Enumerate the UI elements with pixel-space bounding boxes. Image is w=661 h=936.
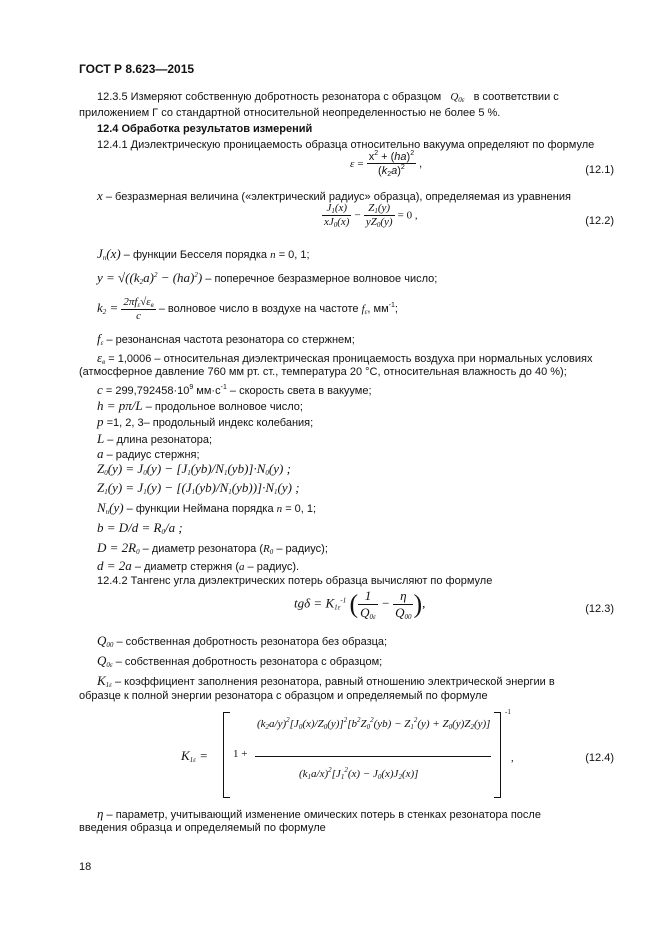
section-title-12-4: 12.4 Обработка результатов измерений	[97, 123, 313, 135]
equation-12-2: $\frac{J_1(x)}{xJ_0(x)}$ − $\frac{Z_1(y)}{yZ_0(y)}$ = 0 ,	[324, 202, 418, 229]
para-1235-line2: приложением Г со стандартной относительной неопределенностью не более 5 %.	[79, 107, 501, 119]
def-y: $y = √((k_2a)^2 - (ha)^2)$ – поперечное безразмерное волновое число;	[97, 270, 438, 286]
def-epsv-line2: (атмосферное давление 760 мм рт. ст., температура 20 °С, относительная влажность до 40 %);	[79, 366, 567, 378]
def-L: L – длина резонатора;	[97, 431, 213, 446]
symbol-q0e: $Q_{0\varepsilon}$	[450, 91, 465, 104]
def-p: p =1, 2, 3– продольный индекс колебания;	[97, 414, 314, 429]
def-z1: $Z_1(y) = J_1(y) - [(J_1(yb)/N_1(yb))]\cdot N_1(y)$ ;	[97, 480, 300, 496]
eq-number-12-2: (12.2)	[585, 215, 614, 227]
def-b: $b = D/d = R_0/a$ ;	[97, 520, 183, 536]
eq-number-12-1: (12.1)	[585, 164, 614, 176]
def-q00: $Q_{00}$ – собственная добротность резонатора без образца;	[97, 633, 388, 649]
def-h: h = pπ/L – продольное волновое число;	[97, 398, 303, 413]
equation-12-4: $K_{1\varepsilon}$ = -1 1 + $(k_2a/y)^2[J_0(x)/Z_0(y)]^2[b^2Z_0^2(yb) - Z_1^2(y) + Z_0(y)Z_2(y)]$ $(k_1a/x)^2[J_1^2(x) - J_0(x)J_2(x)]$ ,	[181, 712, 541, 798]
standard-header: ГОСТ Р 8.623—2015	[79, 62, 195, 76]
def-c: $c = 299,792458\cdot 10^9$ $мм\cdot с^{-1}$ – скорость света в вакууме;	[97, 382, 372, 397]
def-k1e: $K_{1\varepsilon}$ – коэффициент заполнения резонатора, равный отношению электрической энергии в	[97, 673, 555, 689]
def-jn: $J_n(x)$ – функции Бесселя порядка n = 0, 1;	[97, 246, 310, 262]
def-fe: $f_\varepsilon$ – резонансная частота резонатора со стержнем;	[97, 331, 355, 347]
def-z0: $Z_0(y) = J_0(y) - [J_1(yb)/N_1(yb)]\cdot N_0(y)$ ;	[97, 461, 291, 477]
def-d: d = 2a – диаметр стержня (a – радиус).	[97, 558, 300, 573]
def-q0e: $Q_{0\varepsilon}$ – собственная добротность резонатора с образцом;	[97, 653, 383, 669]
page-number: 18	[79, 861, 92, 873]
def-k2: $k_2$ = $\frac{2\pi f_\varepsilon√\varepsilon_в}{c}$ – волновое число в воздухе на частоте $f_\varepsilon$, $мм^{-1}$;	[97, 296, 398, 322]
def-epsv: $\varepsilon_в = 1,0006$ – относительная диэлектрическая проницаемость воздуха при нормальных условиях	[97, 350, 593, 366]
def-a: a – радиус стержня;	[97, 446, 200, 461]
para-1241: 12.4.1 Диэлектрическую проницаемость образца относительно вакуума определяют по формуле	[97, 139, 595, 151]
para-1235-line1: 12.3.5 Измеряют собственную добротность резонатора с образцом $Q_{0\varepsilon}$ в соответствии с	[97, 91, 559, 104]
equation-12-3: $tg\delta = K_{1\varepsilon}^{-1}$ ( $\frac{1}{Q_{0\varepsilon}}$ − $\frac{\eta}{Q_{00}}$ ),	[294, 588, 426, 621]
def-k1e-line2: образце к полной энергии резонатора с образцом и определяемый по формуле	[79, 690, 488, 702]
def-x: x – безразмерная величина («электрический радиус» образца), определяемая из уравнения	[97, 188, 571, 203]
def-nn: $N_n(y)$ – функции Неймана порядка n = 0, 1;	[97, 500, 317, 516]
eq-number-12-4: (12.4)	[585, 752, 614, 764]
para-1242: 12.4.2 Тангенс угла диэлектрических потерь образца вычисляют по формуле	[97, 575, 493, 587]
equation-12-1: ε = $\frac{x^2 + (ha)^2}{(k_2a)^2}$ ,	[350, 150, 423, 178]
def-eta-line2: введения образца и определяемый по формуле	[79, 822, 326, 834]
def-D: $D = 2R_0$ – диаметр резонатора ($R_0$ – радиус);	[97, 540, 328, 556]
eq-number-12-3: (12.3)	[585, 603, 614, 615]
def-eta: η – параметр, учитывающий изменение омических потерь в стенках резонатора после	[97, 806, 541, 821]
